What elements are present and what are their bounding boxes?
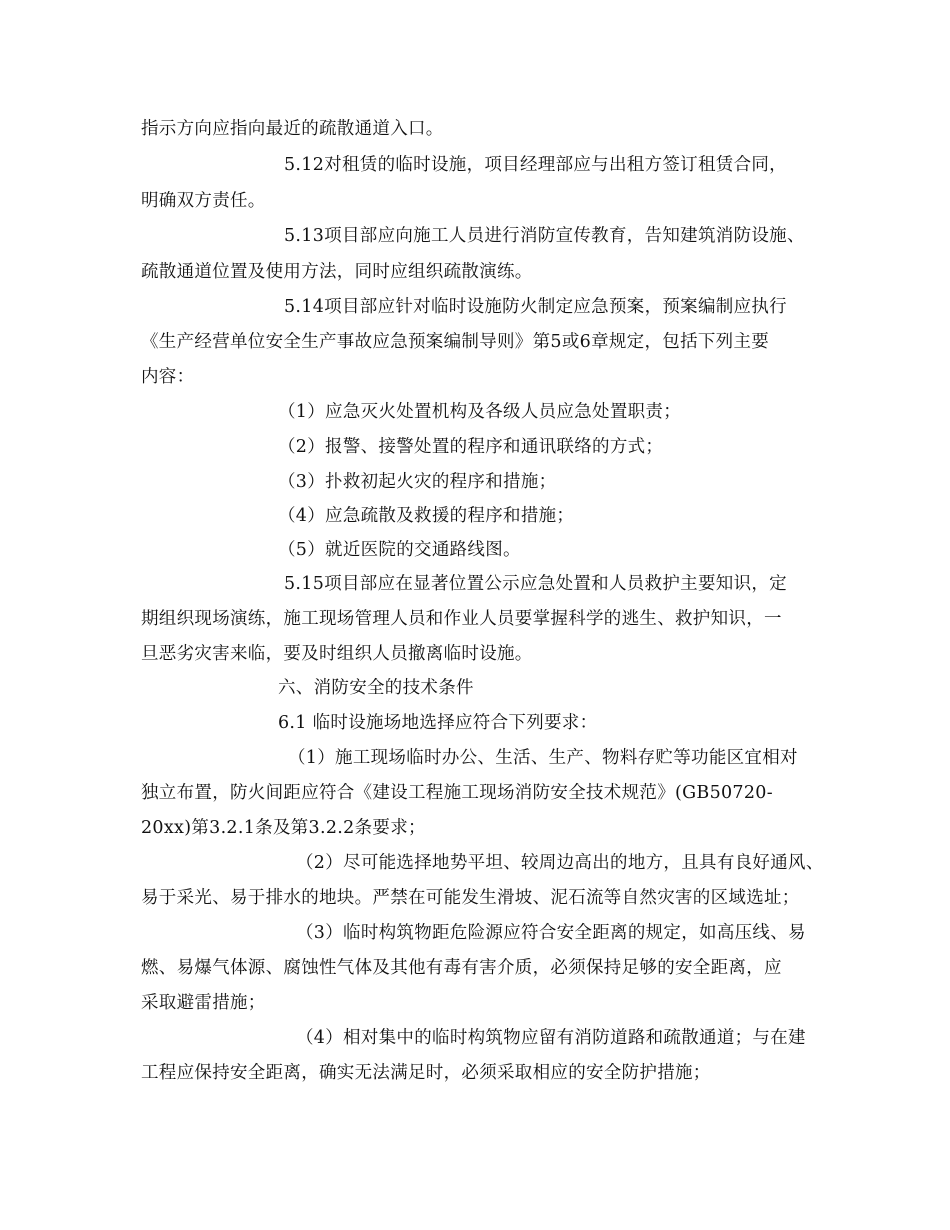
clause-6-1-item-4-line-2: 工程应保持安全距离，确实无法满足时，必须采取相应的安全防护措施； [141,1063,711,1083]
paragraph-5-14-line-2: 《生产经营单位安全生产事故应急预案编制导则》第5或6章规定，包括下列主要 [141,332,770,352]
list-item-5: （5）就近医院的交通路线图。 [278,540,521,560]
paragraph-5-12-line-1: 5.12对租赁的临时设施，项目经理部应与出租方签订租赁合同， [284,155,787,175]
paragraph-5-13-line-2: 疏散通道位置及使用方法，同时应组织疏散演练。 [141,262,533,282]
clause-6-1-item-4-line-1: （4）相对集中的临时构筑物应留有消防道路和疏散通道；与在建 [296,1028,806,1048]
clause-6-1-item-1-line-1: （1）施工现场临时办公、生活、生产、物料存贮等功能区宜相对 [288,748,798,768]
clause-6-1-item-3-line-1: （3）临时构筑物距危险源应符合安全距离的规定，如高压线、易 [296,923,806,943]
paragraph-5-15-line-3: 旦恶劣灾害来临，要及时组织人员撤离临时设施。 [141,644,533,664]
paragraph-5-15-line-1: 5.15项目部应在显著位置公示应急处置和人员救护主要知识，定 [284,574,787,594]
paragraph-5-13-line-1: 5.13项目部应向施工人员进行消防宣传教育，告知建筑消防设施、 [284,226,805,246]
paragraph-5-14-line-1: 5.14项目部应针对临时设施防火制定应急预案，预案编制应执行 [284,297,787,317]
paragraph-5-15-line-2: 期组织现场演练，施工现场管理人员和作业人员要掌握科学的逃生、救护知识，一 [141,609,782,629]
section-heading-6: 六、消防安全的技术条件 [278,678,474,698]
clause-6-1: 6.1 临时设施场地选择应符合下列要求： [278,713,598,733]
paragraph-5-12-line-2: 明确双方责任。 [141,191,266,211]
clause-6-1-item-2-line-1: （2）尽可能选择地势平坦、较周边高出的地方，且具有良好通风、 [296,853,824,873]
text-line-1: 指示方向应指向最近的疏散通道入口。 [141,119,444,139]
clause-6-1-item-1-line-3: 20xx)第3.2.1条及第3.2.2条要求； [141,818,426,838]
list-item-3: （3）扑救初起火灾的程序和措施； [278,472,557,492]
list-item-4: （4）应急疏散及救援的程序和措施； [278,506,575,526]
clause-6-1-item-3-line-2: 燃、易爆气体源、腐蚀性气体及其他有毒有害介质，必须保持足够的安全距离，应 [141,958,782,978]
list-item-2: （2）报警、接警处置的程序和通讯联络的方式； [278,437,664,457]
clause-6-1-item-2-line-2: 易于采光、易于排水的地块。严禁在可能发生滑坡、泥石流等自然灾害的区域选址； [141,888,800,908]
paragraph-5-14-line-3: 内容： [141,367,195,387]
clause-6-1-item-1-line-2: 独立布置，防火间距应符合《建设工程施工现场消防安全技术规范》(GB50720- [141,783,773,803]
list-item-1: （1）应急灭火处置机构及各级人员应急处置职责； [278,402,682,422]
clause-6-1-item-3-line-3: 采取避雷措施； [141,993,266,1013]
